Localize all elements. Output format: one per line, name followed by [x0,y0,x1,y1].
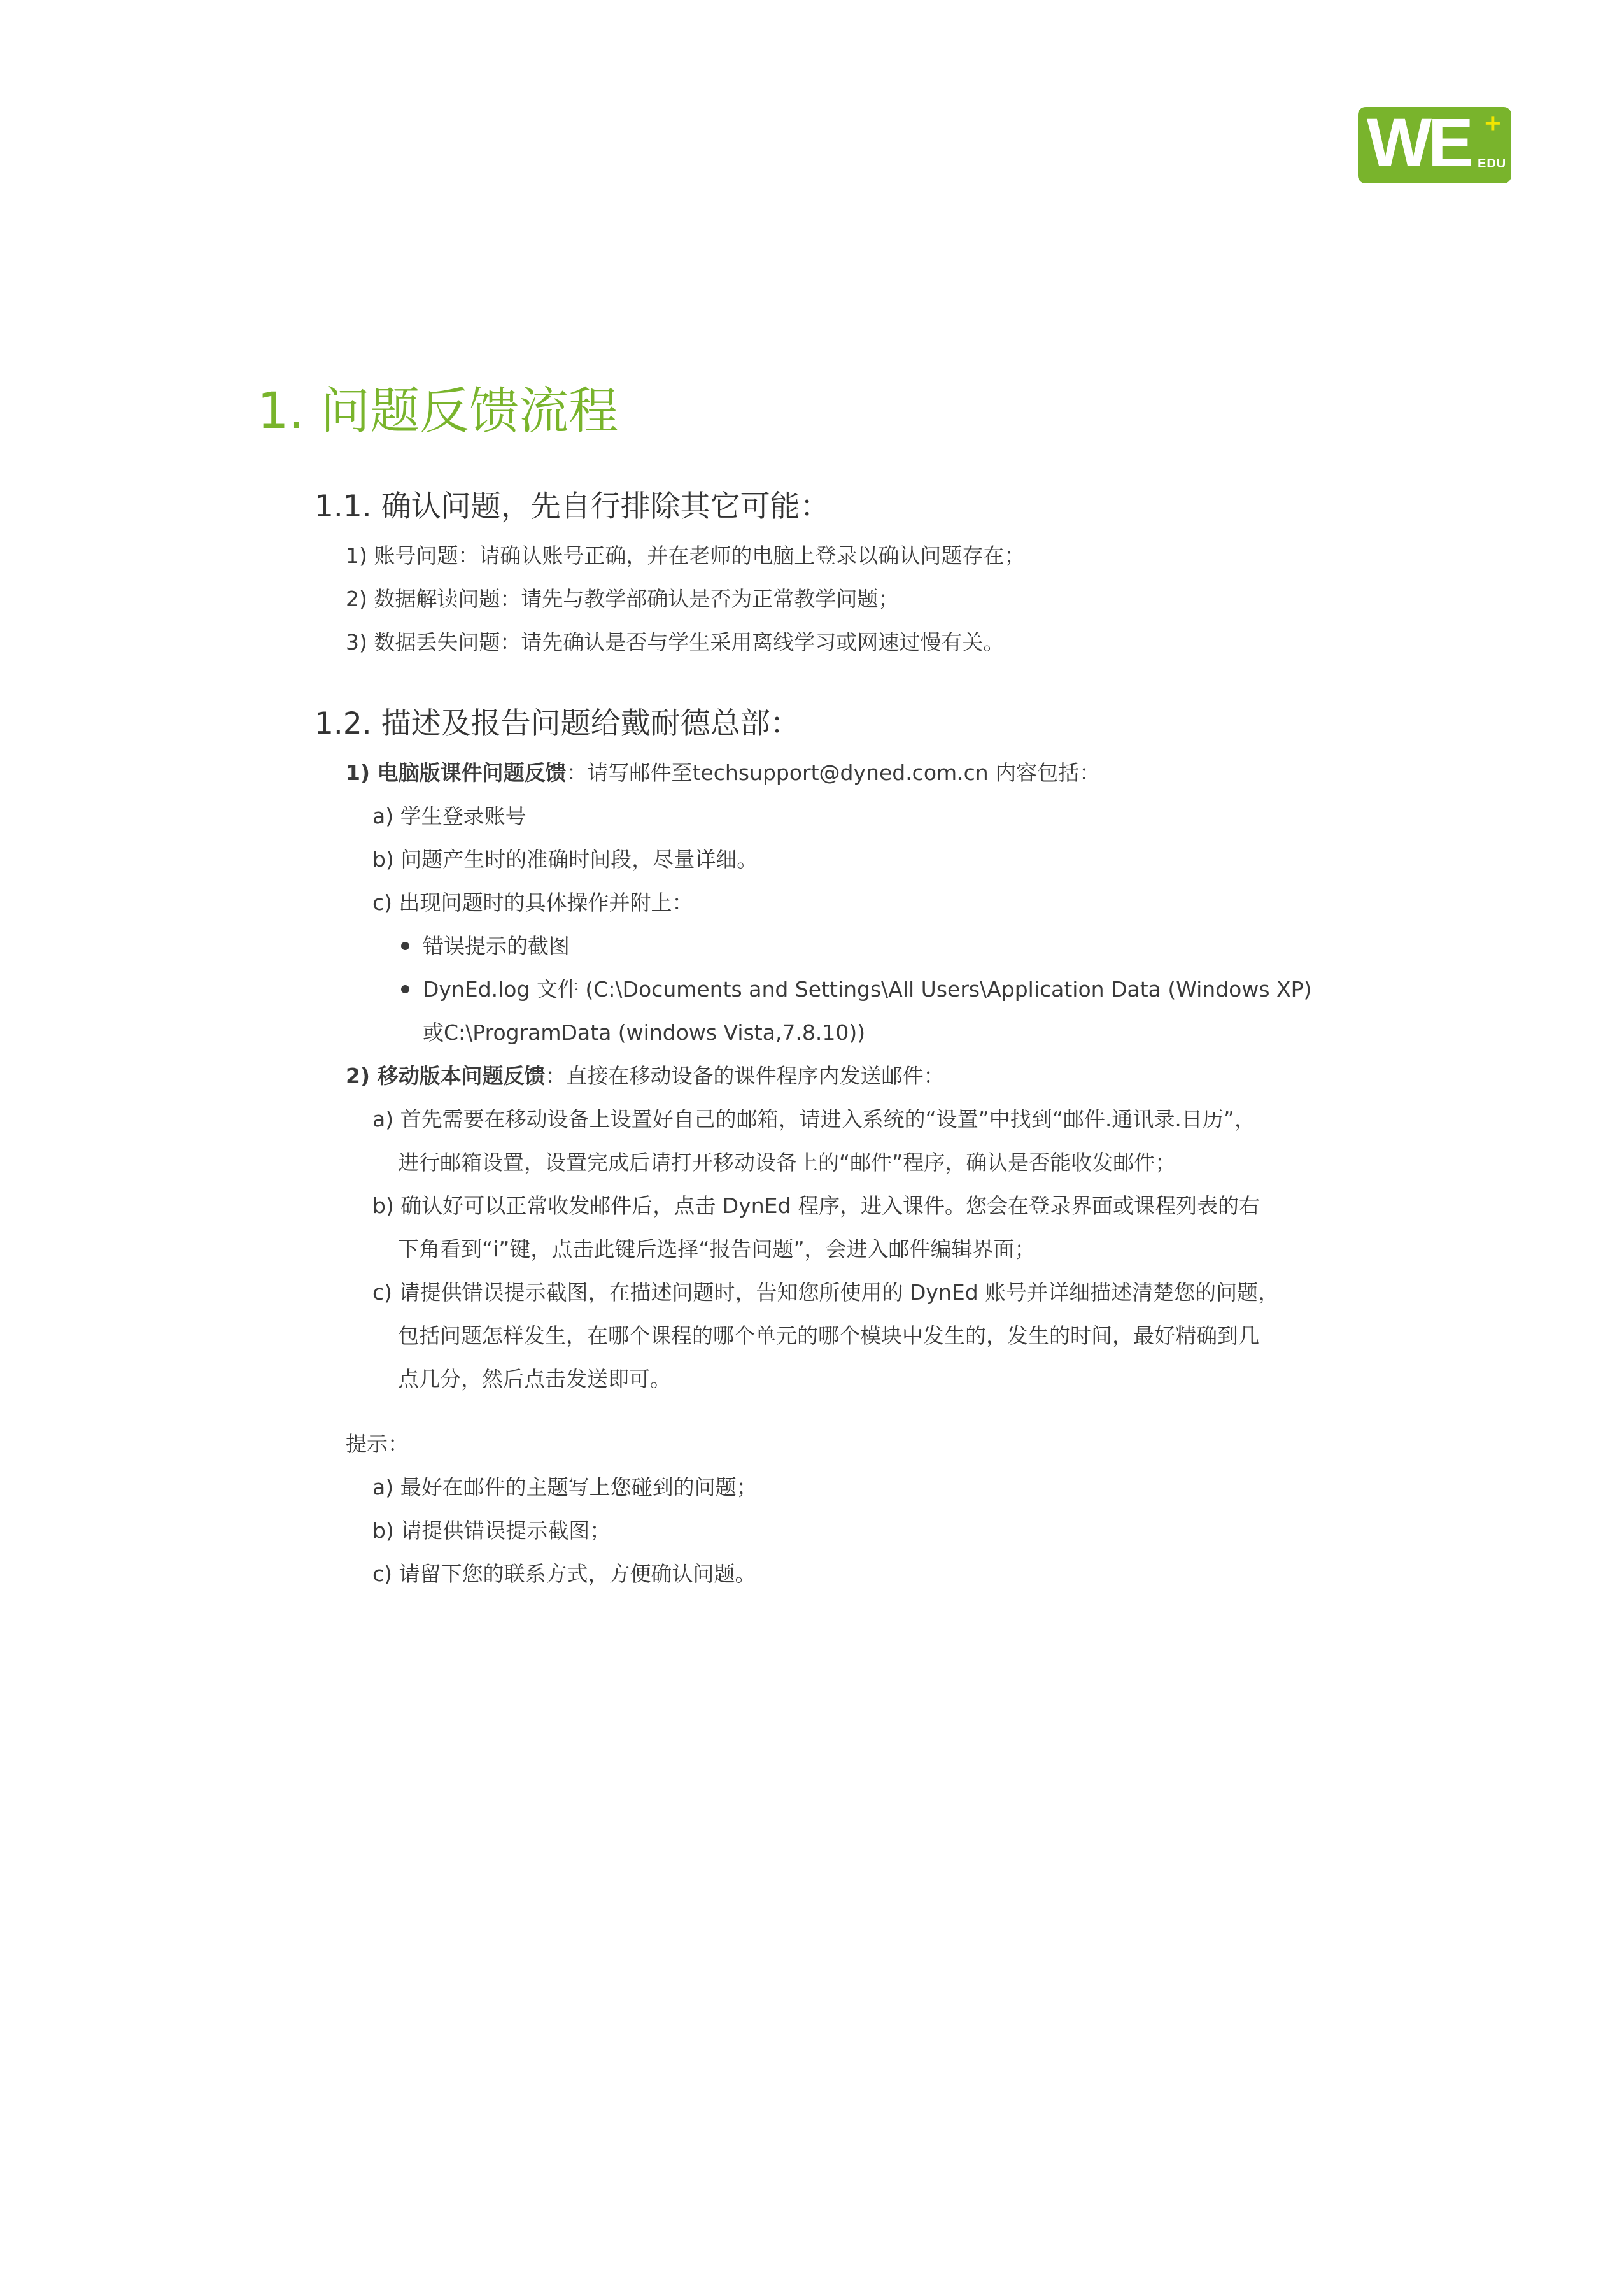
brand-logo [1358,104,1511,183]
list-item: c) 请提供错误提示截图，在描述问题时，告知您所使用的 DynEd 账号并详细描述清楚您的问题， [372,1280,1280,1305]
list-item: c) 出现问题时的具体操作并附上： [372,890,693,915]
logo-plus: + [1485,108,1501,139]
tip-item: c) 请留下您的联系方式，方便确认问题。 [372,1561,756,1586]
mobile-feedback-line [346,1061,945,1091]
list-item: 3) 数据丢失问题：请先确认是否与学生采用离线学习或网速过慢有关。 [346,630,1005,655]
pc-feedback-text: ：请写邮件至techsupport@dyned.com.cn 内容包括： [566,760,1101,785]
pc-feedback-label: 1) 电脑版课件问题反馈 [346,760,567,785]
page-title: 1. 问题反馈流程 [257,383,619,440]
list-item-continuation: 进行邮箱设置，设置完成后请打开移动设备上的“邮件”程序，确认是否能收发邮件； [398,1150,1176,1175]
pc-feedback-line [346,758,1100,788]
bullet-marker [401,985,409,993]
section-heading-1-2: 1.2. 描述及报告问题给戴耐德总部： [314,706,800,741]
list-item: 2) 数据解读问题：请先与教学部确认是否为正常教学问题； [346,586,900,611]
list-item: b) 确认好可以正常收发邮件后，点击 DynEd 程序，进入课件。您会在登录界面或课程列表的右 [372,1193,1260,1218]
bullet-item: DynEd.log 文件 (C:\Documents and Settings\All Users\Application Data (Windows XP) [423,977,1312,1002]
tip-item: a) 最好在邮件的主题写上您碰到的问题； [372,1475,758,1500]
list-item: 1) 账号问题：请确认账号正确，并在老师的电脑上登录以确认问题存在； [346,543,1026,568]
mobile-feedback-text: ：直接在移动设备的课件程序内发送邮件： [545,1063,945,1088]
list-item: b) 问题产生时的准确时间段，尽量详细。 [372,847,758,872]
list-item-continuation: 下角看到“i”键，点击此键后选择“报告问题”，会进入邮件编辑界面； [398,1237,1036,1261]
list-item-continuation: 包括问题怎样发生，在哪个课程的哪个单元的哪个模块中发生的，发生的时间，最好精确到几 [398,1323,1259,1348]
section-heading-1-1: 1.1. 确认问题，先自行排除其它可能： [314,489,830,524]
list-item: a) 学生登录账号 [372,804,526,828]
list-item: a) 首先需要在移动设备上设置好自己的邮箱，请进入系统的“设置”中找到“邮件.通讯录.日历”， [372,1107,1255,1132]
tip-item: b) 请提供错误提示截图； [372,1518,611,1543]
mobile-feedback-label: 2) 移动版本问题反馈 [346,1063,546,1088]
bullet-item: 错误提示的截图 [423,934,570,958]
bullet-item-continuation: 或C:\ProgramData (windows Vista,7.8.10)) [423,1020,866,1045]
tips-label: 提示： [346,1431,409,1456]
logo-subtext: EDU [1478,157,1507,171]
list-item-continuation: 点几分，然后点击发送即可。 [398,1367,671,1391]
logo-text: WE [1367,104,1470,181]
bullet-marker [401,942,409,950]
